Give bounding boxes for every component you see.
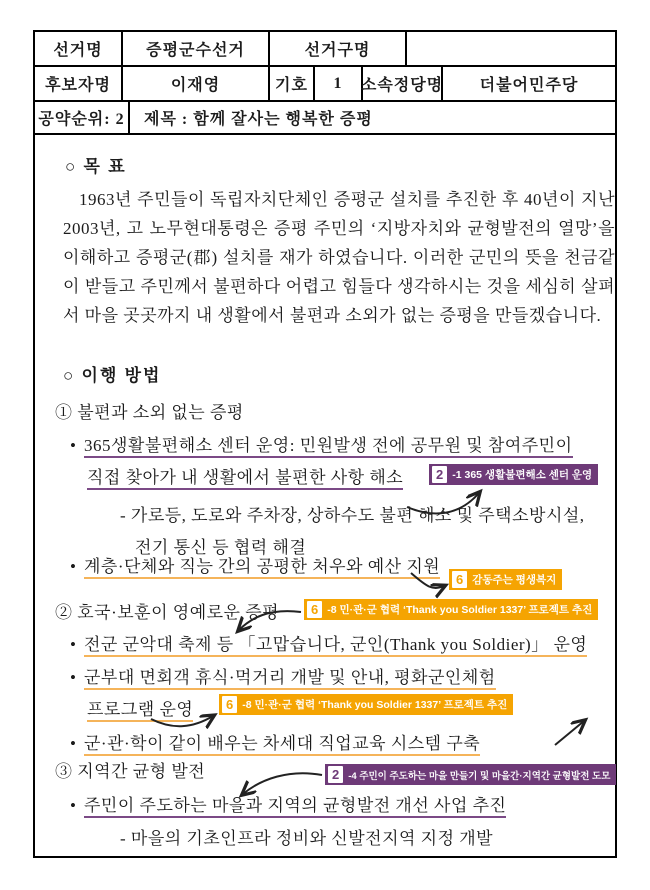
badge-text: -4 주민이 주도하는 마을 만들기 및 마을간·지역간 균형발전 도모 <box>348 770 611 782</box>
goal-paragraph: 1963년 주민들이 독립자치단체인 증평군 설치를 추진한 후 40년이 지난 2003년, 고 노무현대통령은 증평 주민의 ‘지방자치와 균형발전의 열망’을 이해하고 증평군(郡) 설치를 재가 하였습니다. 이러한 군민의 뜻을 천금같이 받들고 주민께서 불편하다 어렵고 힘들다 생각하시는 것을 세심히 살펴서 마을 곳곳까지 내 생활에서 불편과 소외가 없는 증평을 만들겠습니다. <box>63 190 615 325</box>
bullet-military-festival: • 전군 군악대 축제 등 「고맙습니다, 군인(Thank you Soldier)」 운영 <box>70 630 587 655</box>
bullet-icon: • <box>70 557 77 576</box>
bullet-military-visitors-line2: 프로그램 운영 <box>87 695 193 720</box>
bullet-365-center-line2: 직접 찾아가 내 생활에서 불편한 사항 해소 <box>87 463 403 488</box>
bullet-icon: • <box>70 436 77 455</box>
bullet-vocational-education: • 군·관·학이 같이 배우는 차세대 직업교육 시스템 구축 <box>70 729 480 754</box>
badge-number: 2 <box>328 766 343 783</box>
party-value: 더불어민주당 <box>479 77 579 94</box>
badge-2-4-village-building <box>325 764 616 785</box>
badge-text: -1 365 생활불편해소 센터 운영 <box>452 469 593 481</box>
arrow-up-to-badge-6-8 <box>555 721 584 745</box>
bullet-icon: • <box>70 635 77 654</box>
badge-2-1-complaint-center <box>429 464 598 485</box>
bullet-fair-budget: • 계층·단체와 직능 간의 공평한 처우와 예산 지원 <box>70 552 440 577</box>
pledge-title: 제목 : 함께 잘사는 행복한 증평 <box>144 111 373 128</box>
badge-6-lifetime-welfare <box>449 569 562 590</box>
badge-number: 6 <box>452 571 467 588</box>
bullet-military-visitors-line1: • 군부대 면회객 휴식·먹거리 개발 및 안내, 평화군인체험 <box>70 663 496 688</box>
goal-heading: ○ 목 표 <box>65 157 127 176</box>
bullet-icon: • <box>70 796 77 815</box>
badge-text: -8 민·관·군 협력 ‘Thank you Soldier 1337’ 프로젝트 추진 <box>242 699 508 711</box>
election-name-label: 선거명 <box>35 32 123 65</box>
badge-text: -8 민·관·군 협력 ‘Thank you Soldier 1337’ 프로젝트 추진 <box>327 604 593 616</box>
district-name-value <box>407 32 615 65</box>
table-row-election <box>35 32 615 67</box>
badge-number: 6 <box>222 696 237 713</box>
bullet-365-center-line1: • 365생활불편해소 센터 운영: 민원발생 전에 공무원 및 참여주민이 <box>70 431 573 456</box>
dash-streetlights-line1: - 가로등, 도로와 주차장, 상하수도 불편 해소 및 주택소방시설, <box>120 506 585 525</box>
badge-number: 2 <box>432 466 447 483</box>
candidate-name-label: 후보자명 <box>35 67 123 100</box>
symbol-value: 1 <box>315 67 363 100</box>
dash-streetlights-line2: 전기 통신 등 협력 해결 <box>135 538 307 557</box>
badge-6-8-thank-you-soldier-top <box>304 599 598 620</box>
table-row-pledge-title <box>35 102 615 135</box>
pledge-body <box>35 135 615 858</box>
symbol-label: 기호 <box>270 67 315 100</box>
method-item-3: ③ 지역간 균형 발전 <box>55 762 206 781</box>
bullet-balanced-development: • 주민이 주도하는 마을과 지역의 균형발전 개선 사업 추진 <box>70 791 506 816</box>
bullet-icon: • <box>70 668 77 687</box>
bullet-icon: • <box>70 734 77 753</box>
table-row-candidate <box>35 67 615 102</box>
party-label: 소속정당명 <box>363 67 443 100</box>
pledge-rank: 공약순위: 2 <box>35 102 130 133</box>
badge-text: 감동주는 평생복지 <box>472 574 557 586</box>
method-item-2: ② 호국·보훈이 영예로운 증평 <box>55 603 280 622</box>
candidate-name-value: 이재영 <box>123 67 270 100</box>
pledge-document-frame <box>33 30 617 858</box>
methods-heading: ○ 이행 방법 <box>63 366 162 385</box>
header-table <box>35 32 615 135</box>
dash-village-infra: - 마을의 기초인프라 정비와 신발전지역 지정 개발 <box>120 829 494 848</box>
district-name-label: 선거구명 <box>270 32 407 65</box>
badge-6-8-thank-you-soldier-bottom <box>219 694 513 715</box>
method-item-1: ① 불편과 소외 없는 증평 <box>55 403 244 422</box>
election-name-value: 증평군수선거 <box>123 32 270 65</box>
badge-number: 6 <box>307 601 322 618</box>
